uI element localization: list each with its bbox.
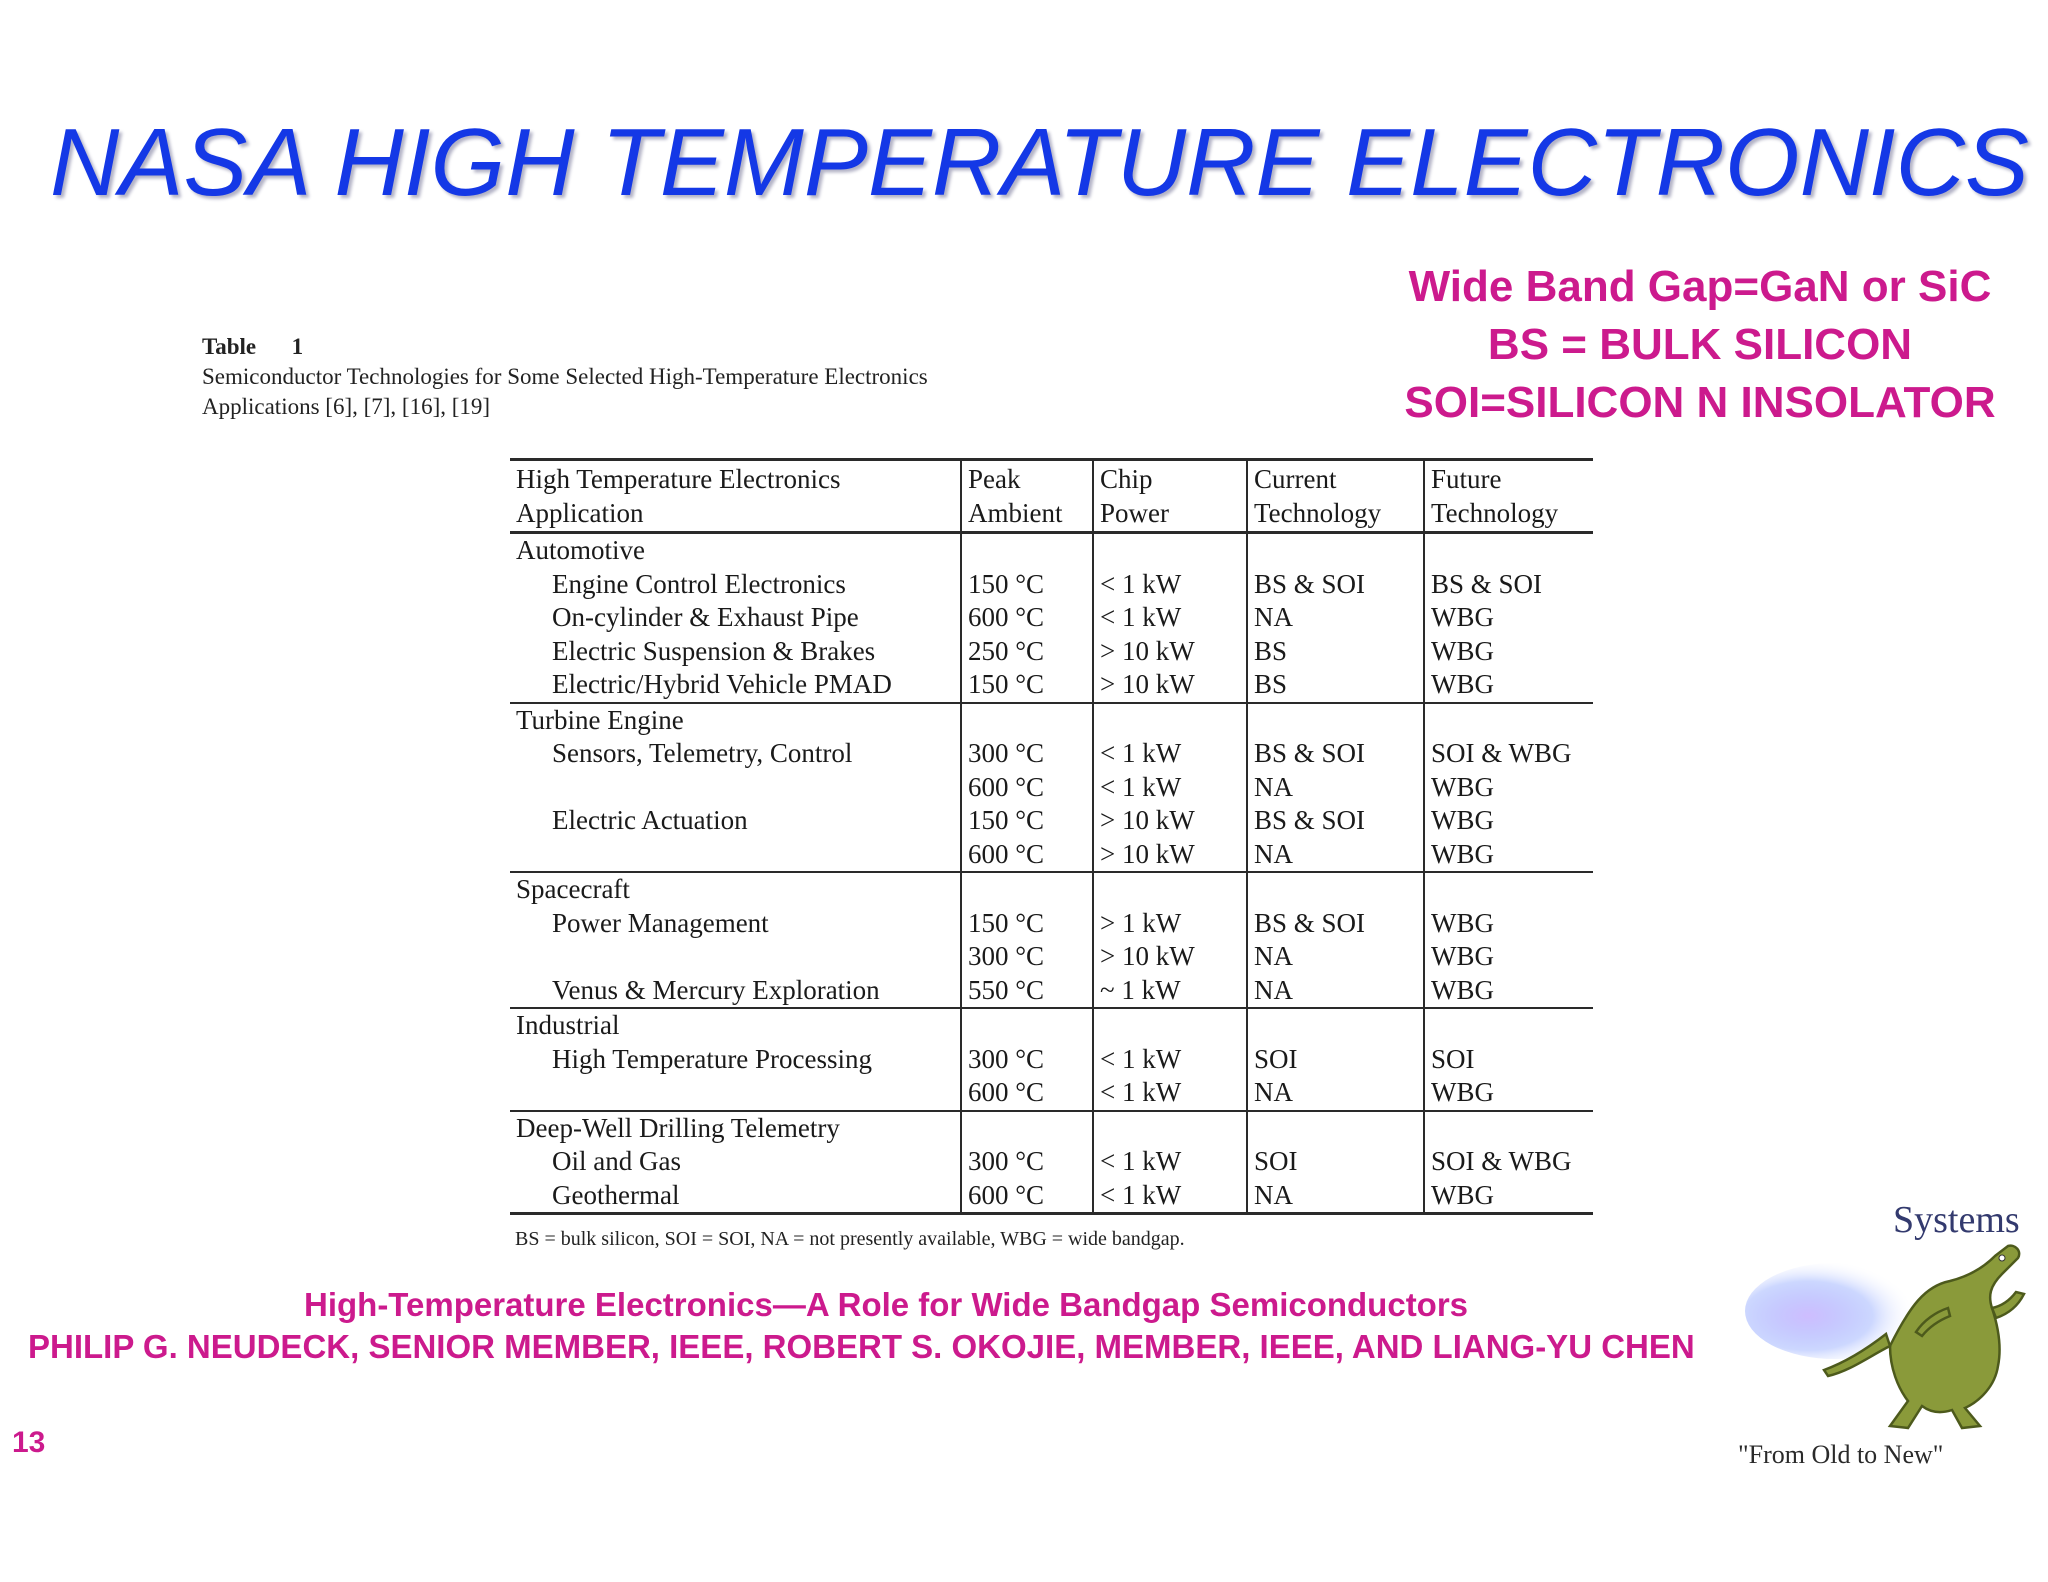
table-group — [510, 703, 1593, 873]
chip-power-cell: > 10 kW — [1093, 668, 1247, 703]
slide-title: NASA HIGH TEMPERATURE ELECTRONICS — [50, 109, 2029, 216]
table-row — [510, 907, 1593, 941]
future-technology-cell: WBG — [1424, 907, 1593, 941]
future-technology-cell: WBG — [1424, 771, 1593, 805]
future-technology-cell: WBG — [1424, 940, 1593, 974]
empty-cell — [1247, 703, 1424, 738]
legend-line: Wide Band Gap=GaN or SiC — [1408, 262, 1992, 311]
current-technology-cell: BS & SOI — [1247, 907, 1424, 941]
chip-power-cell: < 1 kW — [1093, 1043, 1247, 1077]
header-row — [510, 460, 1593, 533]
table-row — [510, 1179, 1593, 1214]
table-row — [510, 974, 1593, 1009]
header-chip-power — [1093, 460, 1247, 533]
empty-cell — [1424, 1111, 1593, 1146]
empty-cell — [1424, 703, 1593, 738]
empty-cell — [1093, 872, 1247, 907]
table-row — [510, 940, 1593, 974]
current-technology-cell: NA — [1247, 974, 1424, 1009]
table-group — [510, 872, 1593, 1008]
application-cell — [510, 1076, 961, 1111]
empty-cell — [1424, 1008, 1593, 1043]
header-peak-ambient — [961, 460, 1093, 533]
header-text: Peak — [968, 464, 1021, 494]
category-label: Industrial — [516, 1010, 620, 1040]
future-technology-cell: SOI & WBG — [1424, 1145, 1593, 1179]
table-row — [510, 568, 1593, 602]
peak-ambient-cell: 600 °C — [961, 1076, 1093, 1111]
table-row — [510, 601, 1593, 635]
future-technology-cell: BS & SOI — [1424, 568, 1593, 602]
reference-authors: PHILIP G. NEUDECK, SENIOR MEMBER, IEEE, ROBERT S. OKOJIE, MEMBER, IEEE, AND LIANG-YU CHEN — [28, 1328, 1695, 1365]
table-footnote: BS = bulk silicon, SOI = SOI, NA = not presently available, WBG = wide bandgap. — [515, 1228, 1185, 1250]
current-technology-cell: SOI — [1247, 1043, 1424, 1077]
category-label: Deep-Well Drilling Telemetry — [516, 1112, 840, 1143]
empty-cell — [961, 1111, 1093, 1146]
application-cell: Electric Actuation — [552, 805, 748, 835]
application-cell: Power Management — [552, 907, 769, 938]
header-text: High Temperature Electronics — [516, 464, 841, 494]
header-text: Future — [1431, 464, 1502, 494]
table-caption — [202, 332, 928, 422]
application-cell: Engine Control Electronics — [552, 568, 846, 599]
current-technology-cell: NA — [1247, 771, 1424, 805]
chip-power-cell: < 1 kW — [1093, 1145, 1247, 1179]
reference-title: High-Temperature Electronics—A Role for Wide Bandgap Semiconductors — [304, 1286, 1469, 1323]
chip-power-cell: > 10 kW — [1093, 635, 1247, 669]
table-row — [510, 1145, 1593, 1179]
current-technology-cell: SOI — [1247, 1145, 1424, 1179]
reference-citation — [0, 1284, 1880, 1368]
dinosaur-eye — [1999, 1255, 2005, 1261]
legend-line: SOI=SILICON N INSOLATOR — [1404, 378, 1996, 427]
chip-power-cell: > 10 kW — [1093, 940, 1247, 974]
chip-power-cell: > 10 kW — [1093, 838, 1247, 873]
current-technology-cell: BS — [1247, 635, 1424, 669]
table-row — [510, 668, 1593, 703]
application-cell: On-cylinder & Exhaust Pipe — [552, 602, 859, 632]
header-text: Technology — [1254, 497, 1382, 528]
chip-power-cell: < 1 kW — [1093, 771, 1247, 805]
empty-cell — [1093, 1111, 1247, 1146]
peak-ambient-cell: 150 °C — [961, 668, 1093, 703]
peak-ambient-cell: 150 °C — [961, 804, 1093, 838]
empty-cell — [1093, 703, 1247, 738]
table-row — [510, 804, 1593, 838]
chip-power-cell: < 1 kW — [1093, 601, 1247, 635]
application-cell — [510, 771, 961, 805]
table-header — [510, 460, 1593, 533]
abbreviation-legend — [1370, 258, 2030, 432]
logo-wordmark: Systems — [1893, 1199, 2020, 1241]
current-technology-cell: NA — [1247, 601, 1424, 635]
chip-power-cell: < 1 kW — [1093, 737, 1247, 771]
peak-ambient-cell: 600 °C — [961, 1179, 1093, 1214]
future-technology-cell: WBG — [1424, 1076, 1593, 1111]
chip-power-cell: > 10 kW — [1093, 804, 1247, 838]
empty-cell — [961, 872, 1093, 907]
empty-cell — [961, 533, 1093, 568]
category-label: Spacecraft — [516, 874, 630, 904]
table-group — [510, 1008, 1593, 1111]
empty-cell — [961, 703, 1093, 738]
peak-ambient-cell: 300 °C — [961, 1043, 1093, 1077]
peak-ambient-cell: 150 °C — [961, 907, 1093, 941]
legend-line: BS = BULK SILICON — [1487, 320, 1913, 369]
current-technology-cell: BS — [1247, 668, 1424, 703]
future-technology-cell: WBG — [1424, 635, 1593, 669]
empty-cell — [1424, 533, 1593, 568]
future-technology-cell: WBG — [1424, 1179, 1593, 1214]
future-technology-cell: WBG — [1424, 804, 1593, 838]
application-cell: High Temperature Processing — [552, 1043, 873, 1074]
current-technology-cell: NA — [1247, 1076, 1424, 1111]
chip-power-cell: > 1 kW — [1093, 907, 1247, 941]
empty-cell — [1247, 872, 1424, 907]
application-cell: Venus & Mercury Exploration — [552, 974, 880, 1005]
peak-ambient-cell: 300 °C — [961, 1145, 1093, 1179]
category-row — [510, 533, 1593, 568]
empty-cell — [1247, 533, 1424, 568]
empty-cell — [1093, 533, 1247, 568]
future-technology-cell: SOI & WBG — [1424, 737, 1593, 771]
header-current-technology — [1247, 460, 1424, 533]
peak-ambient-cell: 550 °C — [961, 974, 1093, 1009]
current-technology-cell: NA — [1247, 940, 1424, 974]
table-row — [510, 1076, 1593, 1111]
peak-ambient-cell: 300 °C — [961, 737, 1093, 771]
empty-cell — [1247, 1111, 1424, 1146]
category-row — [510, 1008, 1593, 1043]
current-technology-cell: NA — [1247, 1179, 1424, 1214]
category-row — [510, 872, 1593, 907]
technology-table — [510, 458, 1593, 1215]
table-caption-line2: Applications [6], [7], [16], [19] — [202, 394, 491, 419]
application-cell — [510, 838, 961, 873]
header-text: Application — [516, 497, 644, 528]
chip-power-cell: < 1 kW — [1093, 1179, 1247, 1214]
chip-power-cell: < 1 kW — [1093, 568, 1247, 602]
logo-tagline: "From Old to New" — [1738, 1440, 1944, 1469]
future-technology-cell: WBG — [1424, 601, 1593, 635]
application-cell: Oil and Gas — [552, 1146, 681, 1176]
header-text: Technology — [1431, 497, 1559, 528]
peak-ambient-cell: 300 °C — [961, 940, 1093, 974]
peak-ambient-cell: 600 °C — [961, 771, 1093, 805]
future-technology-cell: WBG — [1424, 974, 1593, 1009]
empty-cell — [1247, 1008, 1424, 1043]
empty-cell — [961, 1008, 1093, 1043]
empty-cell — [1093, 1008, 1247, 1043]
application-cell: Sensors, Telemetry, Control — [552, 738, 853, 768]
category-label: Turbine Engine — [516, 704, 684, 735]
table-row — [510, 737, 1593, 771]
header-text: Chip — [1100, 464, 1153, 494]
category-label: Automotive — [516, 535, 645, 565]
header-application — [510, 460, 961, 533]
peak-ambient-cell: 250 °C — [961, 635, 1093, 669]
current-technology-cell: BS & SOI — [1247, 737, 1424, 771]
table-row — [510, 635, 1593, 669]
category-row — [510, 703, 1593, 738]
current-technology-cell: NA — [1247, 838, 1424, 873]
header-text: Ambient — [968, 497, 1063, 528]
chip-power-cell: < 1 kW — [1093, 1076, 1247, 1111]
table-caption-line1: Semiconductor Technologies for Some Selected High-Temperature Electronics — [202, 364, 928, 389]
application-cell: Electric/Hybrid Vehicle PMAD — [552, 669, 892, 699]
category-row — [510, 1111, 1593, 1146]
future-technology-cell: WBG — [1424, 668, 1593, 703]
header-future-technology — [1424, 460, 1593, 533]
application-cell: Geothermal — [552, 1179, 680, 1210]
peak-ambient-cell: 600 °C — [961, 838, 1093, 873]
table-row — [510, 838, 1593, 873]
current-technology-cell: BS & SOI — [1247, 568, 1424, 602]
peak-ambient-cell: 600 °C — [961, 601, 1093, 635]
current-technology-cell: BS & SOI — [1247, 804, 1424, 838]
future-technology-cell: WBG — [1424, 838, 1593, 873]
table-number: 1 — [291, 334, 304, 359]
peak-ambient-cell: 150 °C — [961, 568, 1093, 602]
future-technology-cell: SOI — [1424, 1043, 1593, 1077]
table-row — [510, 1043, 1593, 1077]
table-group — [510, 533, 1593, 703]
chip-power-cell: ~ 1 kW — [1093, 974, 1247, 1009]
table-label: Table — [202, 334, 257, 359]
header-text: Current — [1254, 464, 1337, 494]
application-cell — [510, 940, 961, 974]
table-row — [510, 771, 1593, 805]
table-group — [510, 1111, 1593, 1214]
application-cell: Electric Suspension & Brakes — [552, 635, 876, 666]
page-number: 13 — [12, 1426, 46, 1459]
table-caption-label — [202, 332, 928, 362]
technology-table-container — [510, 458, 1593, 1215]
header-text: Power — [1100, 497, 1169, 528]
empty-cell — [1424, 872, 1593, 907]
